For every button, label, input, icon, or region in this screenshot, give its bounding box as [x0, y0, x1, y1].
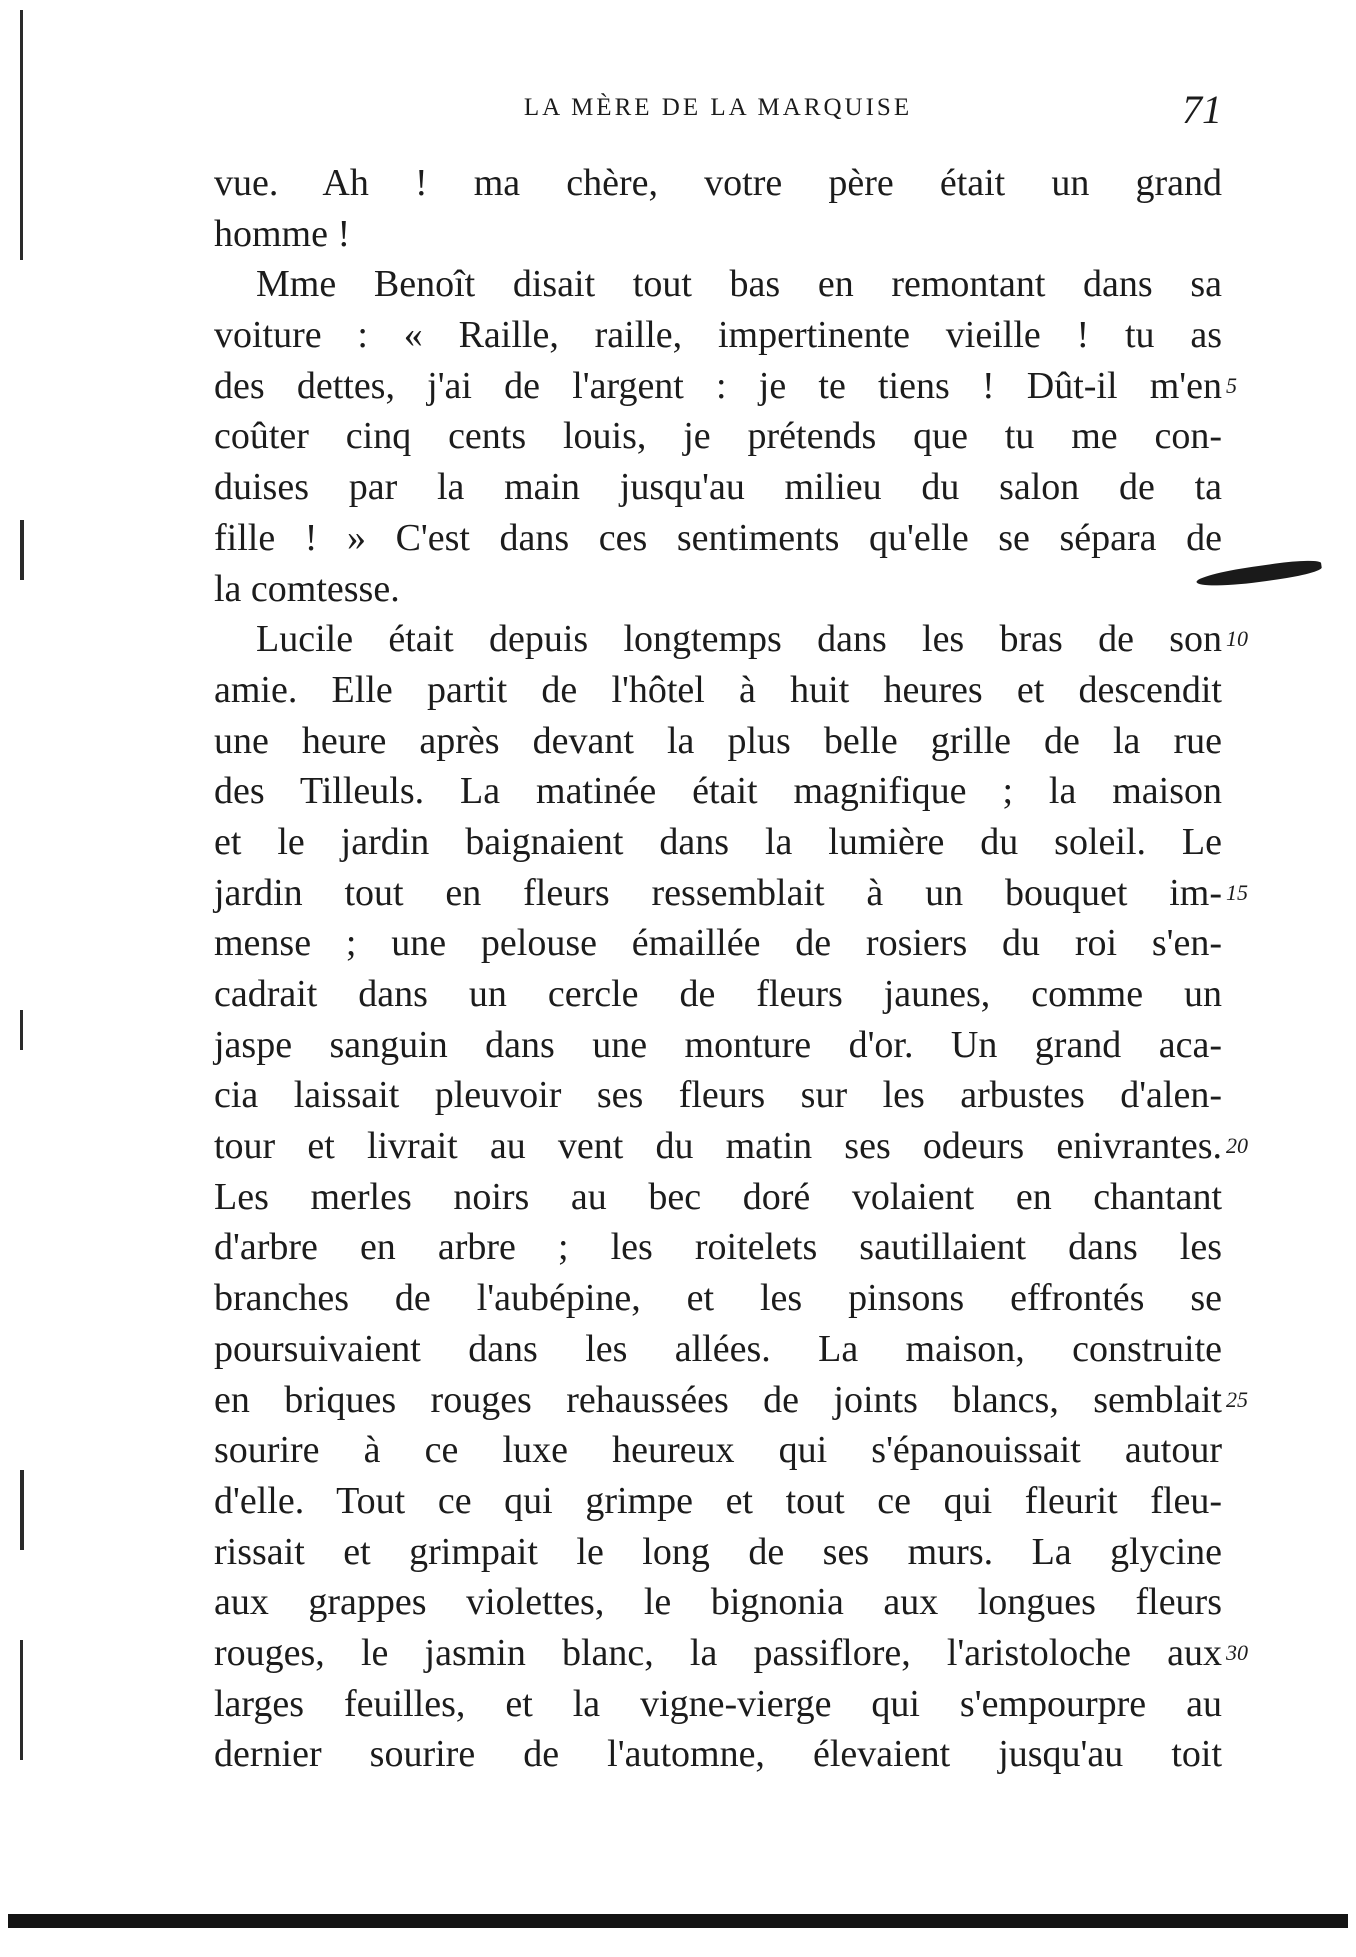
text-line	[214, 1425, 1222, 1476]
text-line	[214, 1222, 1222, 1273]
text-line-content: Lucile était depuis longtemps dans les bras de son	[256, 618, 1222, 661]
text-line	[214, 1729, 1222, 1780]
left-margin-rule	[20, 1470, 24, 1550]
text-line-content: branches de l'aubépine, et les pinsons effrontés se	[214, 1277, 1222, 1320]
text-line-content: en briques rouges rehaussées de joints blancs, semblait	[214, 1378, 1222, 1421]
text-line-content: jardin tout en fleurs ressemblait à un bouquet im-	[214, 871, 1222, 914]
text-line-content: vue. Ah ! ma chère, votre père était un grand	[214, 162, 1222, 204]
text-line-content: la comtesse.	[214, 567, 400, 610]
text-line	[214, 1273, 1222, 1324]
text-line	[214, 1476, 1222, 1527]
text-line	[214, 361, 1237, 412]
text-line	[214, 411, 1222, 462]
text-line-content: cia laissait pleuvoir ses fleurs sur les arbustes d'alen-	[214, 1074, 1222, 1117]
text-line	[214, 1628, 1248, 1679]
text-line	[214, 716, 1222, 767]
text-line-content: dernier sourire de l'automne, élevaient jusqu'au toit	[214, 1733, 1222, 1776]
text-line	[214, 1375, 1248, 1426]
line-number: 10	[1226, 626, 1248, 652]
text-line-content: poursuivaient dans les allées. La maison, construite	[214, 1327, 1222, 1370]
text-line-content: rouges, le jasmin blanc, la passiflore, l'aristoloche aux	[214, 1631, 1222, 1674]
text-line-content: cadrait dans un cercle de fleurs jaunes, comme un	[214, 973, 1222, 1015]
page-number: 71	[1182, 87, 1222, 132]
text-line	[214, 766, 1222, 817]
text-line-content: larges feuilles, et la vigne-vierge qui s'empourpre au	[214, 1682, 1222, 1725]
running-title: LA MÈRE DE LA MARQUISE	[523, 94, 913, 121]
text-line	[214, 1679, 1222, 1730]
text-line	[214, 665, 1222, 716]
text-line	[214, 513, 1222, 564]
text-line-content: une heure après devant la plus belle grille de la rue	[214, 719, 1222, 762]
line-number: 25	[1226, 1386, 1248, 1412]
text-line	[214, 918, 1222, 969]
text-line	[214, 259, 1222, 310]
text-line	[214, 1527, 1222, 1578]
text-line	[214, 868, 1248, 919]
left-margin-rule	[20, 10, 23, 260]
text-line-content: duises par la main jusqu'au milieu du salon de ta	[214, 466, 1222, 509]
text-line-content: homme !	[214, 212, 351, 255]
text-line	[214, 1324, 1222, 1375]
text-line-content: des Tilleuls. La matinée était magnifique ; la maison	[214, 770, 1222, 813]
left-margin-rule	[20, 1010, 23, 1050]
text-line-content: et le jardin baignaient dans la lumière du soleil. Le	[214, 820, 1222, 863]
text-line	[214, 209, 1222, 260]
text-line-content: des dettes, j'ai de l'argent : je te tiens ! Dût-il m'en	[214, 364, 1222, 407]
text-line-content: sourire à ce luxe heureux qui s'épanouissait autour	[214, 1429, 1222, 1472]
text-line-content: amie. Elle partit de l'hôtel à huit heures et descendit	[214, 668, 1222, 711]
line-number: 5	[1226, 372, 1237, 398]
text-line-content: voiture : « Raille, raille, impertinente vieille ! tu as	[214, 314, 1222, 357]
text-line	[214, 1070, 1222, 1121]
text-line	[214, 564, 1222, 615]
line-number: 20	[1226, 1133, 1248, 1159]
text-line	[214, 614, 1248, 665]
text-line	[214, 462, 1222, 513]
text-line	[214, 1577, 1222, 1628]
text-line	[214, 969, 1222, 1020]
text-line-content: Mme Benoît disait tout bas en remontant dans sa	[256, 263, 1222, 306]
line-number: 15	[1226, 879, 1248, 905]
running-head	[214, 87, 1222, 136]
text-line-content: mense ; une pelouse émaillée de rosiers du roi s'en-	[214, 922, 1222, 965]
text-line-content: d'arbre en arbre ; les roitelets sautillaient dans les	[214, 1226, 1222, 1269]
text-line-content: tour et livrait au vent du matin ses odeurs enivrantes.	[214, 1125, 1222, 1168]
text-line	[214, 1020, 1222, 1071]
left-margin-rule	[20, 520, 24, 580]
text-line-content: aux grappes violettes, le bignonia aux longues fleurs	[214, 1581, 1222, 1624]
text-line	[214, 310, 1222, 361]
text-line	[214, 1121, 1248, 1172]
line-number: 30	[1226, 1639, 1248, 1665]
text-line-content: jaspe sanguin dans une monture d'or. Un grand aca-	[214, 1023, 1222, 1066]
left-margin-rule	[20, 1640, 23, 1760]
text-line-content: coûter cinq cents louis, je prétends que tu me con-	[214, 415, 1222, 458]
text-line-content: rissait et grimpait le long de ses murs. La glycine	[214, 1530, 1222, 1573]
bottom-rule	[8, 1914, 1348, 1928]
text-line	[214, 1172, 1222, 1223]
text-line-content: d'elle. Tout ce qui grimpe et tout ce qui fleurit fleu-	[214, 1479, 1222, 1522]
text-line-content: Les merles noirs au bec doré volaient en chantant	[214, 1175, 1222, 1218]
text-line	[214, 158, 1222, 209]
text-line	[214, 817, 1222, 868]
body-text	[214, 158, 1248, 1780]
text-line-content: fille ! » C'est dans ces sentiments qu'elle se sépara de	[214, 516, 1222, 559]
